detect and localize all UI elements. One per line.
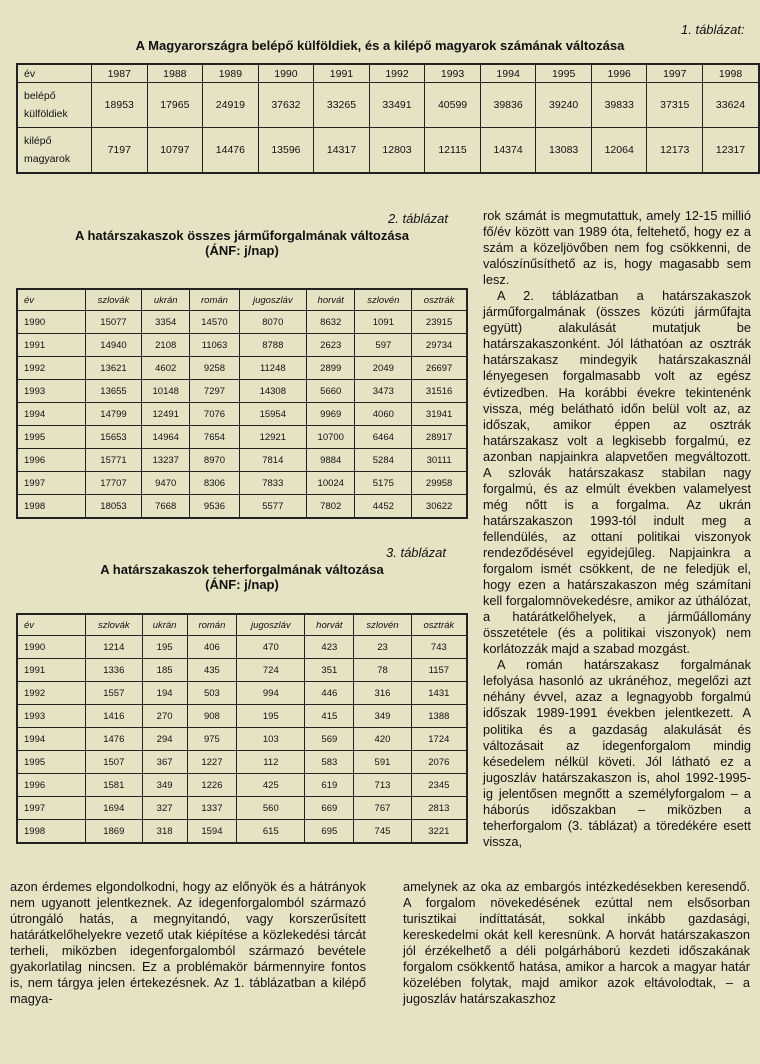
header-cell: horvát [305,614,354,636]
table1-title: A Magyarországra belépő külföldiek, és a kilépő magyarok számának változása [135,38,625,53]
table-cell: 7668 [142,495,190,519]
paragraph: rok számát is megmutattuk, amely 12-15 millió fő/év között van 1989 óta, feltehető, hogy ez a szám a közeljövőben nem fog csökkenni, de valószínűsíthető az is, hogy magasabb sem lesz. [483,208,751,288]
table-cell: 10024 [307,472,355,495]
table-cell: 8788 [239,334,307,357]
table-cell: 2813 [411,797,467,820]
header-cell: román [187,614,237,636]
table1 [16,63,760,174]
table2 [16,288,468,519]
header-cell-year-label: év [17,64,92,83]
table-cell: 4602 [142,357,190,380]
table-cell: 316 [354,682,411,705]
paragraph: amelynek az oka az embargós intézkedésekben keresendő. A forgalom növekedésének ezúttal nem elsősorban turisztikai indíttatását, sokkal inkább gazdasági, kereskedelmi okát kell keresnünk. A horvát határszakaszon jól érzékelhető a déli polgárháború kezdeti időszakának forgalom csökkentő hatása, amikor a harcok a magyar határ közelében folytak, majd amikor azok eltávolodtak, – a jugoszláv határszakaszhoz [403,879,750,1007]
table-cell: 11248 [239,357,307,380]
table-cell: 13237 [142,449,190,472]
table-cell: 23 [354,636,411,659]
table-cell: 5284 [355,449,412,472]
table-cell: 1581 [86,774,143,797]
table-cell: 112 [237,751,305,774]
table-cell: 1226 [187,774,237,797]
table-cell: 569 [305,728,354,751]
header-cell: jugoszláv [237,614,305,636]
row-label-line: belépő [24,90,56,102]
table-row [17,495,467,519]
year-cell: 1996 [17,449,86,472]
table-cell: 446 [305,682,354,705]
table-cell: 12173 [647,128,703,174]
table-cell: 40599 [425,83,481,128]
year-cell: 1991 [17,659,86,682]
table-cell: 1557 [86,682,143,705]
table-cell: 420 [354,728,411,751]
table-cell: 39833 [591,83,647,128]
year-cell: 1993 [17,705,86,728]
header-cell: 1987 [92,64,148,83]
table-cell: 29958 [412,472,467,495]
table-cell: 406 [187,636,237,659]
table-cell: 14476 [203,128,259,174]
table-cell: 695 [305,820,354,844]
bottom-left-text [10,879,366,1007]
table1-caption: 1. táblázat: [681,22,745,37]
table-cell: 1336 [86,659,143,682]
header-cell: horvát [307,289,355,311]
table-cell: 7654 [190,426,239,449]
year-cell: 1998 [17,495,86,519]
header-cell: év [17,614,86,636]
table-cell: 351 [305,659,354,682]
table-cell: 4060 [355,403,412,426]
table-cell: 7814 [239,449,307,472]
table-cell: 1214 [86,636,143,659]
table-cell: 1869 [86,820,143,844]
table-cell: 8070 [239,311,307,334]
table-cell: 39240 [536,83,592,128]
table-row [17,636,467,659]
table-cell: 767 [354,797,411,820]
table-cell: 13596 [258,128,314,174]
table-cell: 1476 [86,728,143,751]
table-cell: 615 [237,820,305,844]
paragraph: A 2. táblázatban a határszakaszok járműforgalmának (összes közúti járműfajta együtt) alakulását mutatjuk be határszakaszonként. Jól láthatóan az osztrák határszakasz mindegyik határszakasznál lényegesen forgalmasabb volt az egész évtizedben. Ha korábbi évekre tekintenénk vissza, még belátható időn belül volt az, az időszak, amikor éppen az osztrák határszakasz volt a legkisebb forgalmú, ez azonban napjainkra alapvetően megváltozott. A szlovák határszakasz stabilan nagy forgalmú, és az elmúlt években valamelyest még nőtt is a forgalma. Az ukrán határszakaszon 1993-tól indult meg a fellendülés, az ottani politikai viszonyok rendeződésével egyidejűleg. Napjainkra a forgalom ismét csökkent, de ne feledjük el, hogy ezen a határszakaszon még számítani kell forgalomnövekedésre, amikor az úthálózat, a határátkelőhelyek, a járműállomány összetétele (és a politikai viszonyok) nem korlátozzák majd a szabad mozgást. [483,288,751,657]
table-cell: 503 [187,682,237,705]
table-cell: 560 [237,797,305,820]
bottom-right-text [403,879,750,1007]
paragraph: azon érdemes elgondolkodni, hogy az előnyök és a hátrányok nem ugyanott jelentkeznek. Az idegenforgalomból származó útrongáló hatás, a megnyitandó, vagy korszerűsített határátkelőhelyekre vezető utak kiépítése a közlekedési tárcát terheli, miközben idegenforgalomból származó bevétele gyakorlatilag nincsen. Ez a problémakör bármennyire fontos is, nem tárgya jelen értekezésnek. Az 1. táblázatban a kilépő magya- [10,879,366,1007]
table-cell: 15653 [86,426,142,449]
table-cell: 13655 [86,380,142,403]
header-cell: ukrán [142,289,190,311]
year-cell: 1992 [17,357,86,380]
table-cell: 2049 [355,357,412,380]
table-cell: 743 [411,636,467,659]
table-cell: 33491 [369,83,425,128]
table-cell: 908 [187,705,237,728]
header-cell: 1993 [425,64,481,83]
year-cell: 1990 [17,311,86,334]
year-cell: 1992 [17,682,86,705]
table-cell: 724 [237,659,305,682]
table-cell: 9884 [307,449,355,472]
table-cell: 1507 [86,751,143,774]
header-cell: szlovén [355,289,412,311]
table-cell: 18953 [92,83,148,128]
table-cell: 423 [305,636,354,659]
table-cell: 294 [142,728,187,751]
table-cell: 103 [237,728,305,751]
table-cell: 4452 [355,495,412,519]
table2-title-line2: (ÁNF: j/nap) [205,243,279,258]
table-row [17,128,759,174]
table-row [17,380,467,403]
table-cell: 15771 [86,449,142,472]
table-cell: 12317 [703,128,759,174]
table-cell: 745 [354,820,411,844]
table-cell: 9470 [142,472,190,495]
table-cell: 31516 [412,380,467,403]
year-cell: 1995 [17,426,86,449]
header-cell: 1989 [203,64,259,83]
table-cell: 1594 [187,820,237,844]
table-cell: 7197 [92,128,148,174]
table-cell: 1337 [187,797,237,820]
table-cell: 7076 [190,403,239,426]
table-row [17,797,467,820]
table-cell: 2108 [142,334,190,357]
table-cell: 1091 [355,311,412,334]
table3 [16,613,468,844]
table-cell: 349 [142,774,187,797]
table-row [17,403,467,426]
table-cell: 17707 [86,472,142,495]
table-row [17,728,467,751]
table-cell: 26697 [412,357,467,380]
table-cell: 28917 [412,426,467,449]
year-cell: 1991 [17,334,86,357]
year-cell: 1998 [17,820,86,844]
table-cell: 8970 [190,449,239,472]
paragraph: A román határszakasz forgalmának lefolyása hasonló az ukránéhoz, megelőzi azt néhány évvel, azaz a legnagyobb forgalmú időszak 1989-1991 években jelentkezett. A politika és a gazdaság alakulását és változásait az idegenforgalom mindig késedelem nélkül követi. Jól látható ez a jugoszláv határszakaszon is, ahol 1992-1995-ig jelentősen megnőtt a személyforgalom – a háborús időszakban – miközben a teherforgalom (3. táblázat) a töredékére esett vissza, [483,657,751,849]
table-cell: 2076 [411,751,467,774]
table-cell: 5577 [239,495,307,519]
table-cell: 367 [142,751,187,774]
year-cell: 1994 [17,728,86,751]
table-row [17,751,467,774]
table-cell: 185 [142,659,187,682]
table-row [17,682,467,705]
table-cell: 10700 [307,426,355,449]
table-cell: 597 [355,334,412,357]
header-cell: 1992 [369,64,425,83]
table-cell: 195 [142,636,187,659]
table2-title-line1: A határszakaszok összes járműforgalmának változása [74,228,410,243]
table-cell: 5175 [355,472,412,495]
table-cell: 669 [305,797,354,820]
table-cell: 435 [187,659,237,682]
table-cell: 5660 [307,380,355,403]
table-cell: 9536 [190,495,239,519]
table-cell: 10797 [147,128,203,174]
table-cell: 975 [187,728,237,751]
table-cell: 14570 [190,311,239,334]
table-cell: 327 [142,797,187,820]
table3-title-line2: (ÁNF: j/nap) [205,577,279,592]
table-cell: 2899 [307,357,355,380]
table-cell: 15954 [239,403,307,426]
year-cell: 1997 [17,797,86,820]
table-cell: 1694 [86,797,143,820]
row-label-line: külföldiek [24,108,68,120]
table-cell: 3354 [142,311,190,334]
header-cell: 1995 [536,64,592,83]
table-cell: 33624 [703,83,759,128]
table-cell: 11063 [190,334,239,357]
table-cell: 30622 [412,495,467,519]
header-cell: román [190,289,239,311]
header-cell: 1990 [258,64,314,83]
table-cell: 425 [237,774,305,797]
table-cell: 195 [237,705,305,728]
header-cell: jugoszláv [239,289,307,311]
table-cell: 37632 [258,83,314,128]
table-cell: 9969 [307,403,355,426]
table-cell: 17965 [147,83,203,128]
header-cell: 1994 [480,64,536,83]
table2-header-row [17,289,467,311]
header-cell: osztrák [411,614,467,636]
table-cell: 14799 [86,403,142,426]
table-cell: 78 [354,659,411,682]
table-cell: 1388 [411,705,467,728]
table-cell: 14317 [314,128,370,174]
table-cell: 2345 [411,774,467,797]
year-cell: 1995 [17,751,86,774]
table-cell: 12491 [142,403,190,426]
table-cell: 31941 [412,403,467,426]
table-row [17,83,759,128]
table-cell: 470 [237,636,305,659]
table2-caption: 2. táblázat [388,211,448,226]
year-cell: 1996 [17,774,86,797]
table-cell: 29734 [412,334,467,357]
table-row [17,774,467,797]
table-cell: 9258 [190,357,239,380]
row-label-line: magyarok [24,153,71,165]
header-cell: 1991 [314,64,370,83]
table-cell: 15077 [86,311,142,334]
table-cell: 12803 [369,128,425,174]
table-cell: 14308 [239,380,307,403]
table-cell: 6464 [355,426,412,449]
table-cell: 37315 [647,83,703,128]
table-cell: 8632 [307,311,355,334]
table-cell: 1416 [86,705,143,728]
table-cell: 415 [305,705,354,728]
table-cell: 12921 [239,426,307,449]
table-cell: 194 [142,682,187,705]
table-cell: 8306 [190,472,239,495]
table-row [17,449,467,472]
table-cell: 10148 [142,380,190,403]
header-cell: 1988 [147,64,203,83]
table-cell: 270 [142,705,187,728]
table3-caption: 3. táblázat [386,545,446,560]
table-row [17,426,467,449]
table-cell: 12064 [591,128,647,174]
table-cell: 18053 [86,495,142,519]
table-row [17,659,467,682]
table3-header-row [17,614,467,636]
table-cell: 13621 [86,357,142,380]
table-cell: 14940 [86,334,142,357]
table3-title [16,562,468,592]
table-cell: 24919 [203,83,259,128]
header-cell: 1998 [703,64,759,83]
table-cell: 994 [237,682,305,705]
year-cell: 1990 [17,636,86,659]
table-row [17,334,467,357]
table-row [17,311,467,334]
table-row [17,357,467,380]
table-cell: 1227 [187,751,237,774]
table-cell: 349 [354,705,411,728]
table-cell: 583 [305,751,354,774]
header-cell: szlovén [354,614,411,636]
table-row [17,472,467,495]
table-cell: 7297 [190,380,239,403]
table2-title [16,228,468,258]
table-cell: 7833 [239,472,307,495]
header-cell: ukrán [142,614,187,636]
table-cell: 3221 [411,820,467,844]
table3-title-line1: A határszakaszok teherforgalmának változása [100,562,384,577]
table-cell: 619 [305,774,354,797]
header-cell: 1996 [591,64,647,83]
year-cell: 1997 [17,472,86,495]
table-cell: 1724 [411,728,467,751]
table-cell: 713 [354,774,411,797]
row-label [17,128,92,174]
table-cell: 39836 [480,83,536,128]
table-cell: 1431 [411,682,467,705]
row-label-line: kilépő [24,135,52,147]
table-cell: 2623 [307,334,355,357]
table-cell: 13083 [536,128,592,174]
row-label [17,83,92,128]
table-cell: 23915 [412,311,467,334]
header-cell: osztrák [412,289,467,311]
header-cell: szlovák [86,614,143,636]
header-cell: 1997 [647,64,703,83]
table-cell: 7802 [307,495,355,519]
table-row [17,705,467,728]
table-cell: 30111 [412,449,467,472]
table-cell: 318 [142,820,187,844]
table-cell: 14964 [142,426,190,449]
table-cell: 33265 [314,83,370,128]
table-cell: 12115 [425,128,481,174]
table-cell: 591 [354,751,411,774]
table-cell: 3473 [355,380,412,403]
table-row [17,820,467,844]
table-cell: 1157 [411,659,467,682]
header-cell: év [17,289,86,311]
table1-header-row [17,64,759,83]
header-cell: szlovák [86,289,142,311]
year-cell: 1994 [17,403,86,426]
year-cell: 1993 [17,380,86,403]
right-column-text [483,208,751,850]
table-cell: 14374 [480,128,536,174]
